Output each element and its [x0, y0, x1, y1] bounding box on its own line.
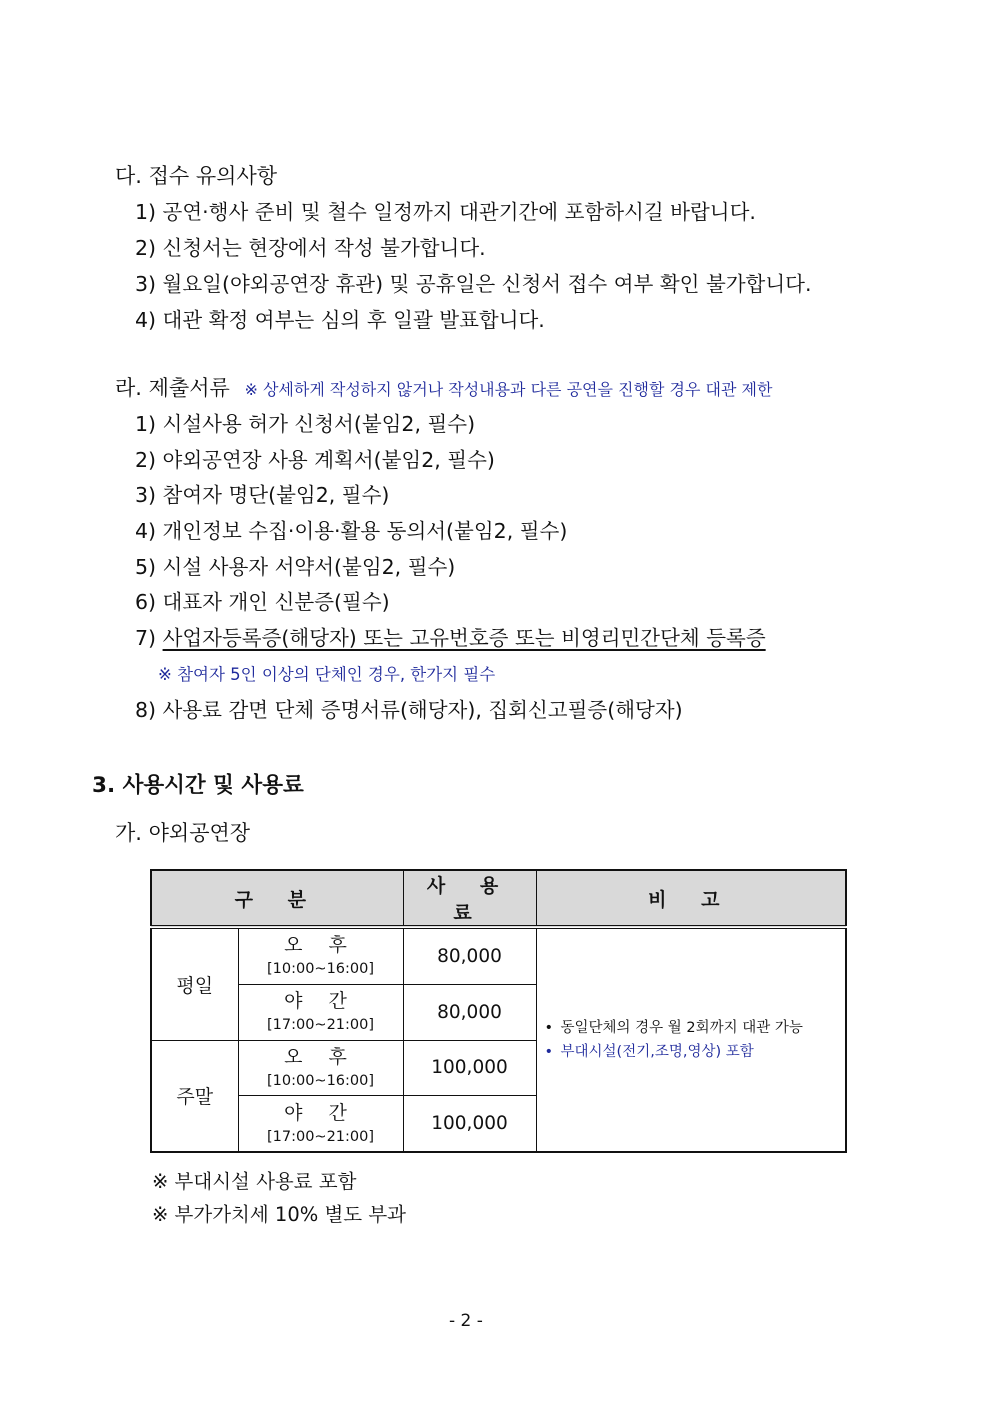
slot-cell	[238, 1040, 403, 1096]
section-ga-title: 가. 야외공연장	[115, 821, 251, 845]
list-item: 6) 대표자 개인 신분증(필수)	[135, 590, 390, 614]
list-item: 4) 대관 확정 여부는 심의 후 일괄 발표합니다.	[135, 308, 545, 332]
header-remarks: 비 고	[536, 870, 846, 927]
section-3-title: 3. 사용시간 및 사용료	[92, 773, 304, 798]
list-item: 4) 개인정보 수집·이용·활용 동의서(붙임2, 필수)	[135, 519, 568, 543]
day-cell-weekend: 주말	[151, 1040, 238, 1152]
remark-text: 동일단체의 경우 월 2회까지 대관 가능	[560, 1020, 803, 1036]
page-number: - 2 -	[449, 1311, 483, 1331]
slot-name: 오 후	[284, 1045, 357, 1068]
bullet-icon: •	[544, 1044, 554, 1060]
list-item-7-note: ※ 참여자 5인 이상의 단체인 경우, 한가지 필수	[158, 665, 496, 684]
slot-cell	[238, 984, 403, 1040]
slot-name: 야 간	[284, 990, 357, 1013]
remark-text: 부대시설(전기,조명,영상) 포함	[560, 1044, 754, 1060]
list-item: 8) 사용료 감면 단체 증명서류(해당자), 집회신고필증(해당자)	[135, 698, 683, 722]
section-ra-note: ※ 상세하게 작성하지 않거나 작성내용과 다른 공연을 진행할 경우 대관 제한	[244, 380, 773, 399]
slot-time: [10:00~16:00]	[266, 1072, 375, 1089]
fee-cell: 100,000	[403, 1040, 536, 1096]
day-cell-weekday: 평일	[151, 927, 238, 1040]
footnote: ※ 부대시설 사용료 포함	[152, 1170, 357, 1193]
header-fee: 사 용 료	[403, 870, 536, 927]
section-da-title: 다. 접수 유의사항	[115, 164, 278, 188]
list-item: 3) 월요일(야외공연장 휴관) 및 공휴일은 신청서 접수 여부 확인 불가합니다.	[135, 272, 812, 296]
fee-cell: 80,000	[403, 984, 536, 1040]
remark-item	[545, 1040, 845, 1064]
list-item: 5) 시설 사용자 서약서(붙임2, 필수)	[135, 555, 456, 579]
list-item: 2) 신청서는 현장에서 작성 불가합니다.	[135, 236, 486, 260]
header-category: 구 분	[151, 870, 403, 927]
list-item: 1) 공연·행사 준비 및 철수 일정까지 대관기간에 포함하시길 바랍니다.	[135, 200, 756, 224]
remarks-cell	[536, 927, 846, 1152]
footnote: ※ 부가가치세 10% 별도 부과	[152, 1203, 407, 1226]
fee-cell: 100,000	[403, 1096, 536, 1152]
table-row	[151, 927, 846, 984]
slot-cell	[238, 1096, 403, 1152]
slot-name: 오 후	[284, 934, 357, 957]
list-item-7-text: 사업자등록증(해당자) 또는 고유번호증 또는 비영리민간단체 등록증	[162, 626, 766, 650]
list-item-7-number: 7)	[135, 626, 157, 650]
slot-name: 야 간	[284, 1101, 357, 1124]
fee-table	[150, 869, 847, 1153]
bullet-icon: •	[544, 1020, 554, 1036]
slot-time: [17:00~21:00]	[266, 1128, 375, 1145]
section-ra-heading	[115, 374, 772, 404]
remark-item	[545, 1016, 845, 1040]
list-item-7	[135, 624, 766, 652]
list-item: 2) 야외공연장 사용 계획서(붙임2, 필수)	[135, 448, 495, 472]
list-item: 1) 시설사용 허가 신청서(붙임2, 필수)	[135, 412, 476, 436]
fee-cell: 80,000	[403, 927, 536, 984]
slot-cell	[238, 927, 403, 984]
list-item: 3) 참여자 명단(붙임2, 필수)	[135, 483, 390, 507]
slot-time: [17:00~21:00]	[266, 1017, 375, 1034]
slot-time: [10:00~16:00]	[266, 961, 375, 978]
section-ra-title: 라. 제출서류	[115, 376, 230, 400]
